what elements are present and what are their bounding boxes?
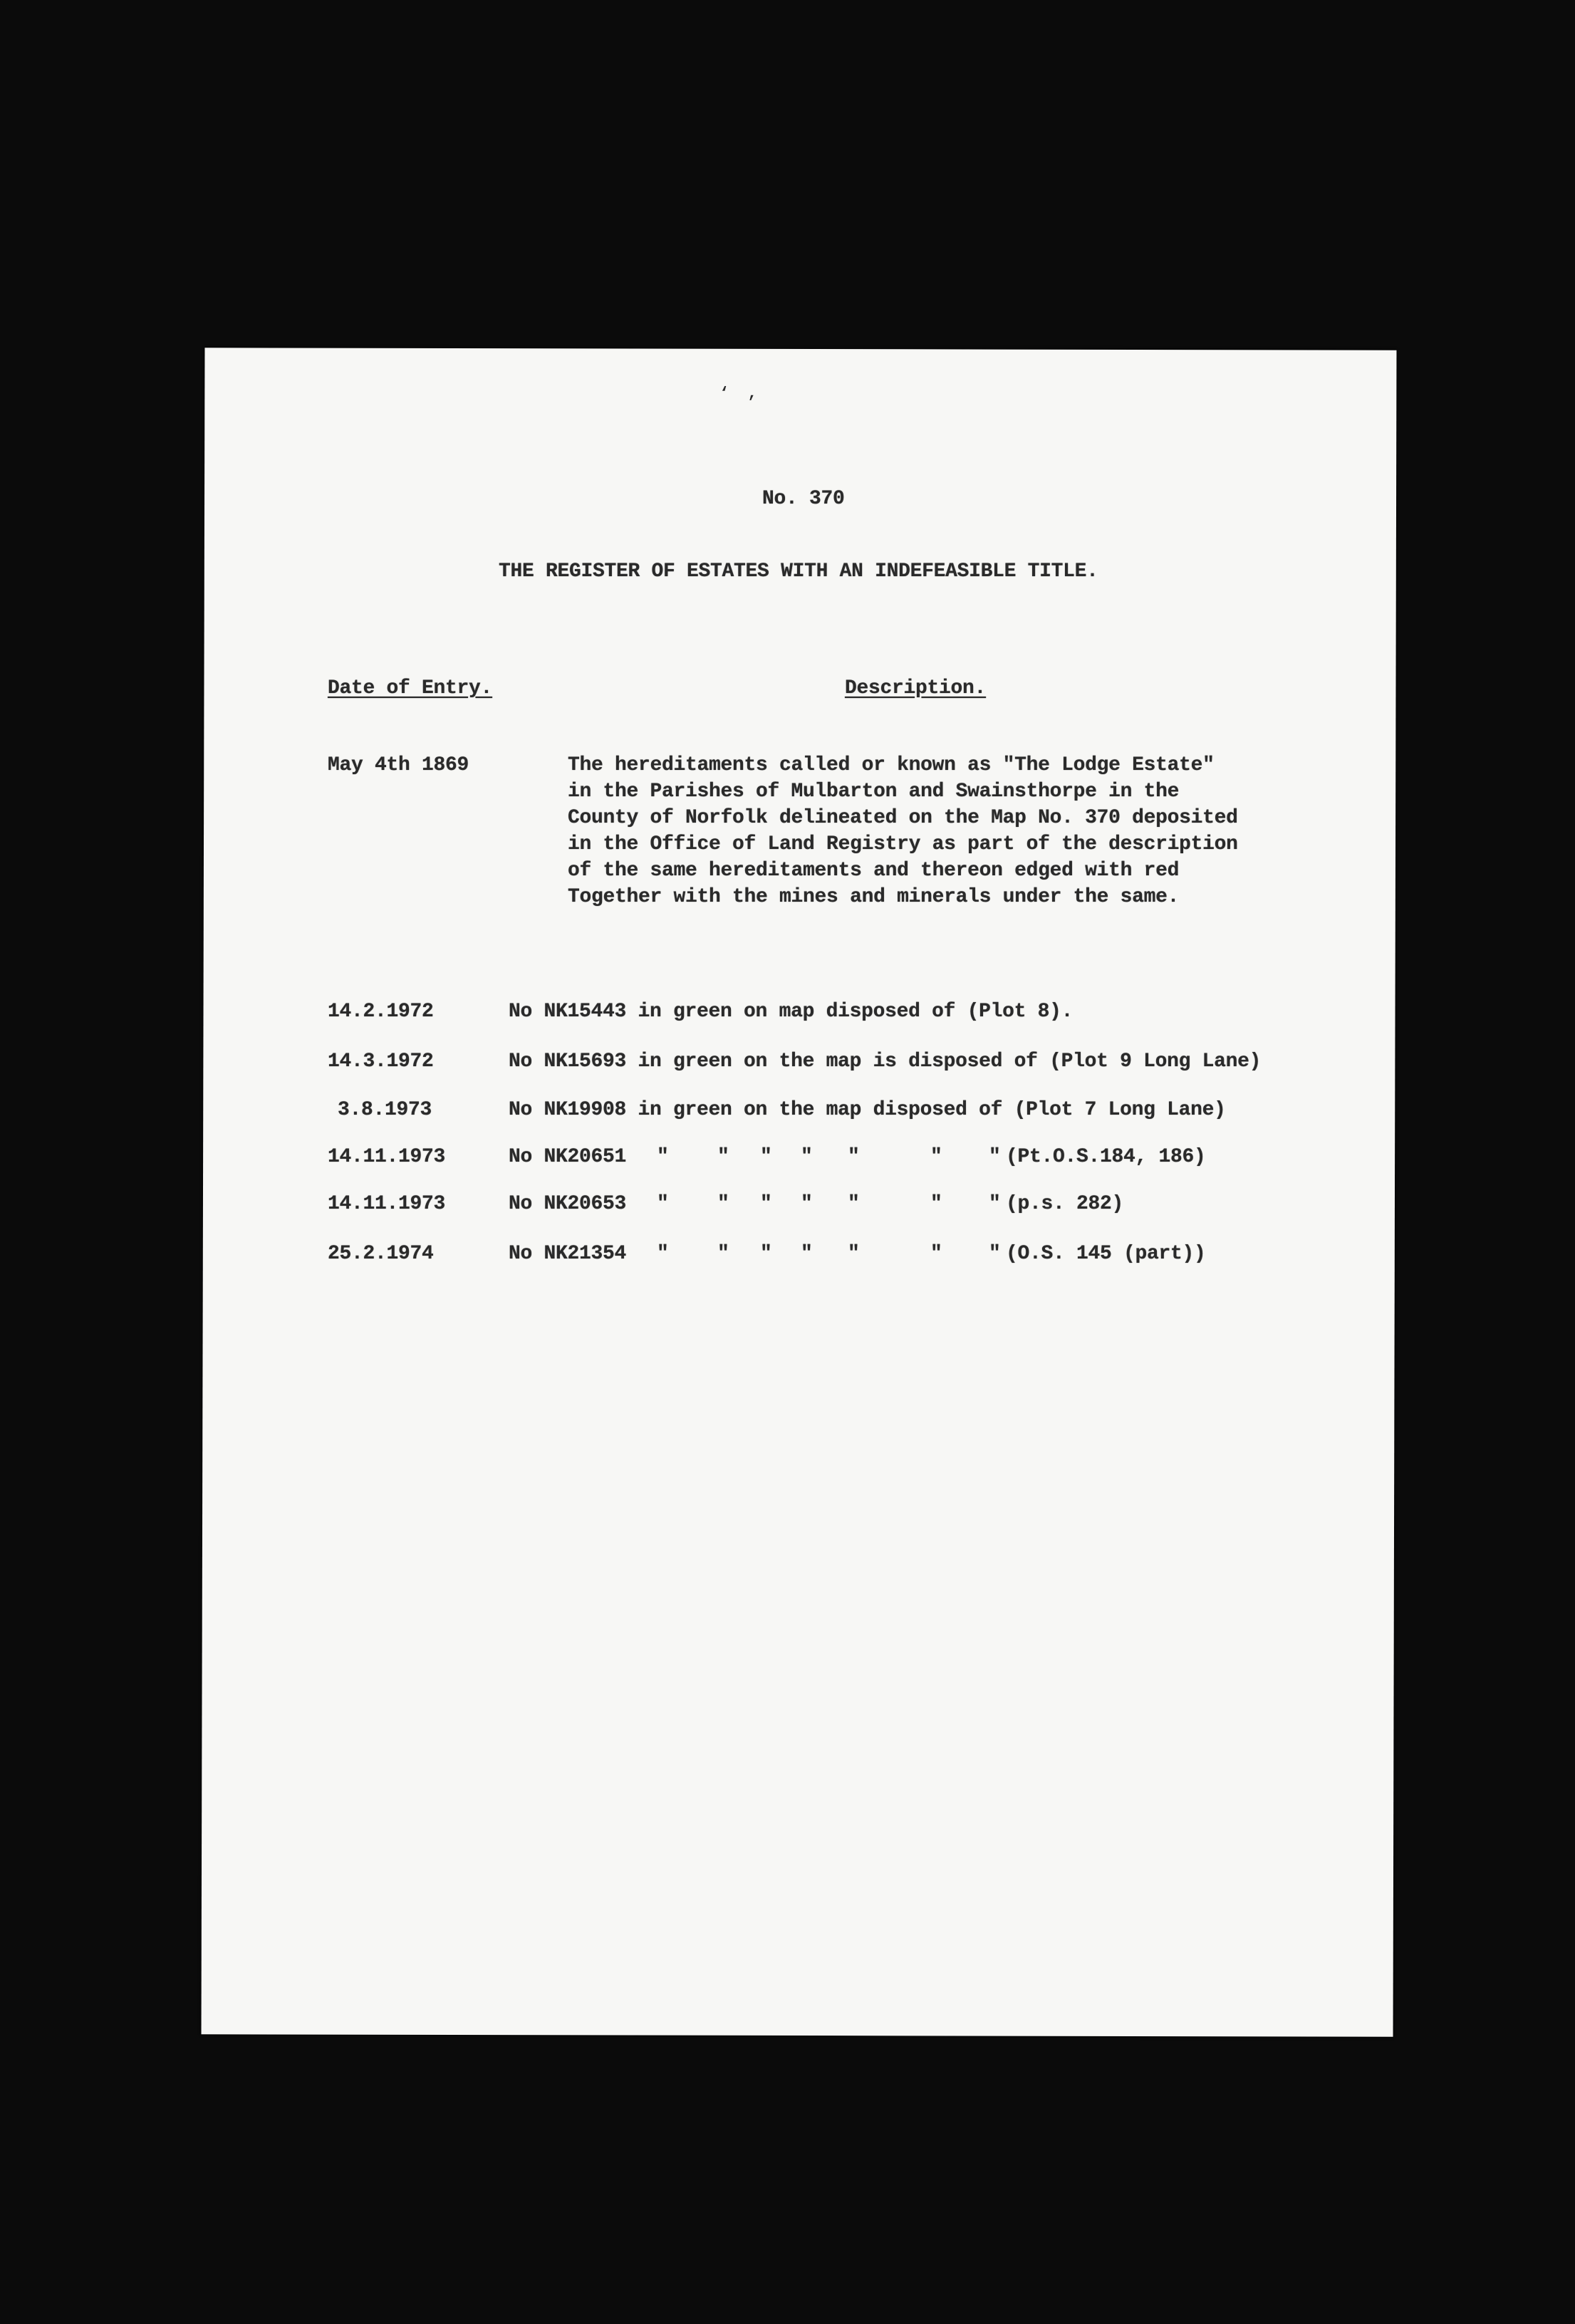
ditto-mark: " <box>657 1193 669 1215</box>
entry-reference: No NK21354 <box>509 1243 627 1265</box>
ditto-mark: " <box>657 1243 669 1265</box>
ditto-mark: " <box>930 1243 942 1265</box>
ditto-mark: " <box>989 1146 1001 1168</box>
ditto-mark: " <box>848 1146 860 1168</box>
ditto-mark: " <box>801 1193 813 1215</box>
entry-date: 14.11.1973 <box>328 1193 446 1215</box>
entry-date: 3.8.1973 <box>338 1099 432 1121</box>
ditto-mark: " <box>930 1193 942 1215</box>
ditto-mark: " <box>760 1146 772 1168</box>
entry-date: 14.11.1973 <box>328 1146 446 1168</box>
stray-mark: ‘ , <box>719 385 757 402</box>
ditto-mark: " <box>717 1243 729 1265</box>
ditto-mark: " <box>989 1193 1001 1215</box>
ditto-mark: " <box>848 1243 860 1265</box>
first-entry-date: May 4th 1869 <box>328 754 469 776</box>
first-entry-line: Together with the mines and minerals under the same. <box>568 886 1180 908</box>
entry-reference: No NK20653 <box>509 1193 627 1215</box>
ditto-mark: " <box>717 1146 729 1168</box>
entry-date: 14.3.1972 <box>328 1051 434 1073</box>
ditto-mark: " <box>801 1146 813 1168</box>
ditto-mark: " <box>717 1193 729 1215</box>
first-entry-line: County of Norfolk delineated on the Map No. 370 deposited <box>568 807 1238 829</box>
first-entry-line: in the Office of Land Registry as part of the description <box>568 833 1238 855</box>
entry-date: 25.2.1974 <box>328 1243 434 1265</box>
entry-text: No NK15443 in green on map disposed of (Plot 8). <box>509 1001 1074 1023</box>
first-entry-line: of the same hereditaments and thereon edged with red <box>568 860 1180 882</box>
ditto-mark: " <box>989 1243 1001 1265</box>
entry-text: No NK19908 in green on the map disposed of (Plot 7 Long Lane) <box>509 1099 1226 1121</box>
entry-note: (p.s. 282) <box>1006 1193 1124 1215</box>
ditto-mark: " <box>760 1243 772 1265</box>
header-description: Description. <box>845 677 987 699</box>
entry-note: (Pt.O.S.184, 186) <box>1006 1146 1206 1168</box>
entry-date: 14.2.1972 <box>328 1001 434 1023</box>
entry-reference: No NK20651 <box>509 1146 627 1168</box>
first-entry-line: in the Parishes of Mulbarton and Swainsthorpe in the <box>568 781 1180 803</box>
ditto-mark: " <box>760 1193 772 1215</box>
header-date-of-entry: Date of Entry. <box>328 677 493 699</box>
entry-text: No NK15693 in green on the map is disposed of (Plot 9 Long Lane) <box>509 1051 1262 1073</box>
register-number: No. 370 <box>762 488 845 510</box>
ditto-mark: " <box>657 1146 669 1168</box>
ditto-mark: " <box>930 1146 942 1168</box>
first-entry-line: The hereditaments called or known as "The Lodge Estate" <box>568 754 1215 776</box>
document-title: THE REGISTER OF ESTATES WITH AN INDEFEASIBLE TITLE. <box>499 561 1098 583</box>
ditto-mark: " <box>848 1193 860 1215</box>
ditto-mark: " <box>801 1243 813 1265</box>
entry-note: (O.S. 145 (part)) <box>1006 1243 1206 1265</box>
